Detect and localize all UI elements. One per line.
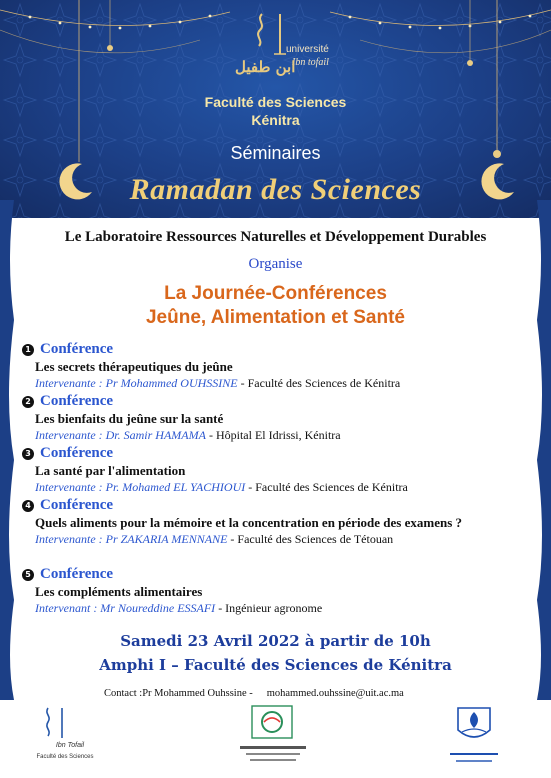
- event-date: Samedi 23 Avril 2022 à partir de 10h: [120, 632, 431, 650]
- conference-speaker-line: [35, 600, 532, 616]
- footer-tofail-text: Ibn Tofail: [55, 742, 85, 749]
- speaker-name: Intervenant : Mr Noureddine ESSAFI: [35, 601, 216, 615]
- series-title: Ramadan des Sciences: [129, 173, 422, 206]
- water-association-logo-icon: [452, 702, 496, 746]
- contact-email: mohammed.ouhssine@uit.ac.ma: [266, 688, 404, 699]
- right-border-ornament: [531, 200, 551, 700]
- conference-label: Conférence: [40, 497, 114, 513]
- conference-header: [22, 446, 532, 463]
- footer: [0, 700, 551, 778]
- event-place: Amphi I – Faculté des Sciences de Kénitra: [99, 656, 452, 674]
- conference-number-badge: 2: [22, 396, 34, 408]
- logo-university-text: université: [286, 44, 329, 55]
- organise-label: Organise: [248, 256, 303, 272]
- conference-title: Les secrets thérapeutiques du jeûne: [35, 359, 233, 374]
- conference-label: Conférence: [40, 393, 114, 409]
- faculty-line-2: Kénitra: [251, 112, 300, 128]
- ministry-arabic-caption-icon: [236, 744, 310, 766]
- faculty-name: [0, 93, 551, 129]
- faculty-logo-icon: [38, 704, 78, 744]
- conference-header: [22, 567, 532, 584]
- conference-title: Les bienfaits du jeûne sur la santé: [35, 411, 224, 426]
- contact-label: Contact :Pr Mohammed Ouhssine -: [104, 688, 253, 699]
- conference-number-badge: 5: [22, 569, 34, 581]
- seminar-label: Séminaires: [230, 143, 321, 163]
- conference-2: [22, 394, 532, 443]
- speaker-affiliation: - Faculté des Sciences de Kénitra: [245, 480, 408, 494]
- logo-arabic-text: ابن طفيل: [235, 58, 296, 76]
- conference-label: Conférence: [40, 445, 114, 461]
- conference-label: Conférence: [40, 566, 114, 582]
- conference-speaker-line: [35, 427, 532, 443]
- footer-faculty-caption: Faculté des Sciences: [36, 754, 94, 760]
- speaker-affiliation: - Ingénieur agronome: [215, 601, 323, 615]
- conference-speaker-line: [35, 531, 532, 547]
- conference-header: [22, 394, 532, 411]
- laboratory-name: Le Laboratoire Ressources Naturelles et Développement Durables: [64, 229, 487, 245]
- event-title-line-2: Jeûne, Alimentation et Santé: [145, 307, 405, 328]
- conference-label: Conférence: [40, 341, 114, 357]
- speaker-name: Intervenante : Pr ZAKARIA MENNANE: [35, 532, 228, 546]
- faculty-line-1: Faculté des Sciences: [204, 94, 347, 110]
- left-border-ornament: [0, 200, 20, 700]
- conference-title: Les compléments alimentaires: [35, 584, 203, 599]
- conference-3: [22, 446, 532, 495]
- speaker-affiliation: - Faculté des Sciences de Tétouan: [227, 532, 394, 546]
- conference-title: La santé par l'alimentation: [35, 463, 186, 478]
- logo-tofail-text: Ibn tofail: [292, 57, 329, 68]
- conference-4: [22, 498, 532, 547]
- conference-1: [22, 342, 532, 391]
- ministry-logo-icon: [250, 704, 294, 740]
- conference-header: [22, 342, 532, 359]
- speaker-name: Intervenante : Dr. Samir HAMAMA: [35, 428, 206, 442]
- event-title: [0, 282, 551, 330]
- conference-header: [22, 498, 532, 515]
- speaker-name: Intervenante : Pr Mohammed OUHSSINE: [35, 376, 238, 390]
- conference-number-badge: 1: [22, 344, 34, 356]
- speaker-name: Intervenante : Pr. Mohamed EL YACHIOUI: [35, 480, 246, 494]
- conference-speaker-line: [35, 375, 532, 391]
- speaker-affiliation: - Faculté des Sciences de Kénitra: [237, 376, 401, 390]
- conference-number-badge: 4: [22, 500, 34, 512]
- conference-number-badge: 3: [22, 448, 34, 460]
- conference-title: Quels aliments pour la mémoire et la concentration en période des examens ?: [35, 515, 463, 530]
- conference-5: [22, 567, 532, 616]
- event-title-line-1: La Journée-Conférences: [164, 283, 387, 304]
- header-banner: [0, 0, 551, 218]
- speaker-affiliation: - Hôpital El Idrissi, Kénitra: [205, 428, 341, 442]
- conference-speaker-line: [35, 479, 532, 495]
- water-association-caption-icon: [446, 750, 502, 766]
- contact-line: [104, 688, 404, 699]
